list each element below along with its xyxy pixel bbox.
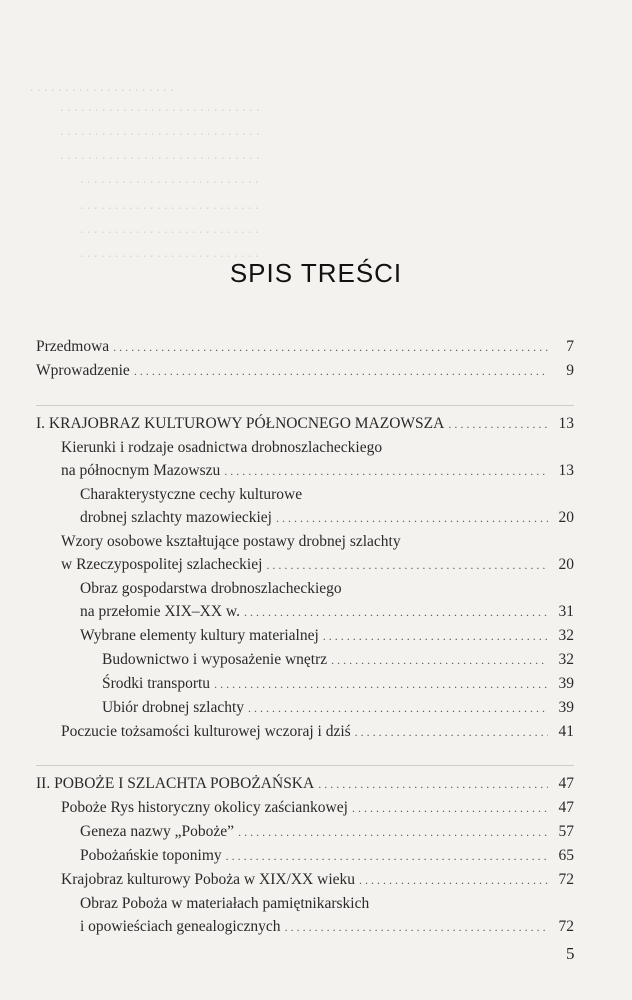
section-divider (36, 765, 574, 766)
leader-dots (352, 797, 548, 820)
toc-entry[interactable] (36, 577, 574, 624)
toc-entry-page: 13 (558, 462, 574, 479)
leader-dots (276, 507, 548, 530)
toc-entry[interactable] (36, 892, 574, 939)
toc-entry[interactable] (36, 335, 574, 359)
leader-dots (238, 821, 548, 844)
toc-entry-title: Pobożańskie toponimy (80, 847, 222, 864)
toc-entry[interactable] (36, 696, 574, 720)
toc-entry[interactable] (36, 436, 574, 483)
toc-entry-title: Poczucie tożsamości kulturowej wczoraj i dziś (61, 723, 351, 740)
toc-entry-title: Przedmowa (36, 338, 110, 355)
leader-dots (448, 413, 548, 436)
toc-entry-title: Krajobraz kulturowy Poboża w XIX/XX wieku (61, 871, 356, 888)
leader-dots (331, 649, 548, 672)
toc-entry[interactable] (36, 648, 574, 672)
toc-entry-page: 72 (558, 918, 574, 935)
toc-entry-page: 13 (558, 415, 574, 432)
toc-entry-title: Kierunki i rodzaje osadnictwa drobnoszlacheckiego (61, 439, 383, 456)
page-title: SPIS TREŚCI (229, 258, 403, 288)
toc-entry-page: 41 (558, 723, 574, 740)
toc-entry-title: Charakterystyczne cechy kulturowe (80, 486, 303, 503)
toc-entry-page: 20 (558, 509, 574, 526)
toc-entry-title: Wybrane elementy kultury materialnej (80, 627, 319, 644)
toc-entry-title: Obraz Poboża w materiałach pamiętnikarskich (80, 895, 370, 912)
toc-chapter[interactable] (36, 772, 574, 796)
toc-entry-title: I. KRAJOBRAZ KULTUROWY PÓŁNOCNEGO MAZOWSZA (36, 415, 445, 432)
page-number: 5 (566, 944, 575, 963)
toc-entry[interactable] (36, 820, 574, 844)
toc-entry[interactable] (36, 624, 574, 648)
leader-dots (248, 697, 548, 720)
toc-entry-title-cont: drobnej szlachty mazowieckiej (80, 509, 272, 526)
toc-entry[interactable] (36, 796, 574, 820)
toc-entry[interactable] (36, 720, 574, 744)
toc-entry-page: 47 (558, 799, 574, 816)
leader-dots (318, 773, 548, 796)
toc-entry-title: Ubiór drobnej szlachty (102, 699, 245, 716)
toc-entry-page: 20 (558, 556, 574, 573)
toc-entry[interactable] (36, 868, 574, 892)
toc-entry-title: Geneza nazwy „Poboże” (80, 823, 235, 840)
leader-dots (266, 554, 548, 577)
leader-dots (244, 601, 548, 624)
leader-dots (226, 845, 548, 868)
toc-entry[interactable] (36, 483, 574, 530)
leader-dots (214, 673, 548, 696)
leader-dots (224, 460, 548, 483)
leader-dots (355, 721, 548, 744)
toc-entry-page: 7 (566, 338, 574, 355)
section-divider (36, 405, 574, 406)
toc-entry[interactable] (36, 672, 574, 696)
leader-dots (285, 916, 548, 939)
toc-entry-title-cont: na przełomie XIX–XX w. (80, 603, 240, 620)
toc-entry-page: 65 (558, 847, 574, 864)
toc-entry-title: Wzory osobowe kształtujące postawy drobnej szlachty (61, 533, 401, 550)
toc-entry-page: 39 (558, 699, 574, 716)
toc-entry-title: Budownictwo i wyposażenie wnętrz (102, 651, 328, 668)
leader-dots (323, 625, 548, 648)
toc-entry-page: 47 (558, 775, 574, 792)
toc-entry-title: II. POBOŻE I SZLACHTA POBOŻAŃSKA (36, 775, 315, 792)
toc-chapter[interactable] (36, 412, 574, 436)
toc-entry-title-cont: na północnym Mazowszu (61, 462, 221, 479)
toc-entry-page: 32 (558, 651, 574, 668)
toc-entry[interactable] (36, 844, 574, 868)
toc-entry-page: 57 (558, 823, 574, 840)
leader-dots (113, 336, 548, 359)
toc-entry-page: 31 (558, 603, 574, 620)
leader-dots (134, 360, 548, 383)
toc-entry-title: Środki transportu (102, 675, 211, 692)
toc-entry-title-cont: i opowieściach genealogicznych (80, 918, 281, 935)
toc-entry-title: Poboże Rys historyczny okolicy zaściankowej (61, 799, 348, 816)
toc-entry-title: Wprowadzenie (36, 362, 130, 379)
leader-dots (359, 869, 548, 892)
toc-entry[interactable] (36, 359, 574, 383)
toc-entry[interactable] (36, 530, 574, 577)
toc-entry-page: 39 (558, 675, 574, 692)
table-of-contents (36, 335, 574, 939)
toc-entry-title: Obraz gospodarstwa drobnoszlacheckiego (80, 580, 342, 597)
toc-entry-title-cont: w Rzeczypospolitej szlacheckiej (61, 556, 263, 573)
toc-entry-page: 72 (558, 871, 574, 888)
toc-entry-page: 32 (558, 627, 574, 644)
toc-entry-page: 9 (566, 362, 574, 379)
